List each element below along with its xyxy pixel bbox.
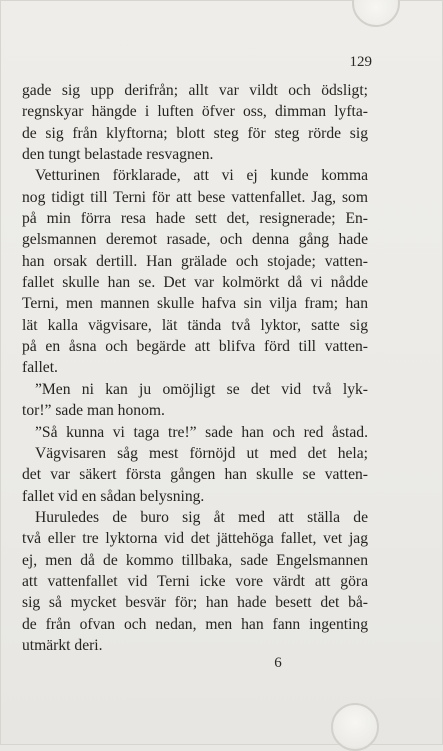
page-number: 129: [349, 54, 372, 70]
text-line: att vattenfallet vid Terni icke vore värdt att göra: [22, 572, 368, 590]
text-line: de sig från klyftorna; blott steg för steg rörde sig: [22, 124, 368, 142]
text-line: gade sig upp derifrån; allt var vildt och ödsligt;: [22, 82, 368, 99]
text-line: ej, men då de kommo tillbaka, sade Engelsmannen: [22, 551, 368, 569]
text-line: regnskyar hängde i luften öfver oss, dimman lyfta-: [22, 103, 368, 121]
text-line: fallet skulle han se. Det var kolmörkt då vi nådde: [22, 274, 368, 292]
page-body-text: [22, 80, 368, 656]
text-line: den tungt belastade resvagnen.: [22, 146, 214, 164]
text-line: Vetturinen förklarade, att vi ej kunde komma: [35, 167, 368, 185]
text-line: på min förra resa hade sett det, resignerade; En-: [22, 210, 368, 228]
text-line: nog tidigt till Terni för att bese vattenfallet. Jag, som: [22, 188, 368, 206]
text-line: tor!” sade man honom.: [22, 402, 165, 420]
text-line: han orsak dertill. Han grälade och stojade; vatten-: [22, 252, 368, 270]
text-line: utmärkt deri.: [22, 636, 103, 654]
text-line: Vägvisaren såg mest förnöjd ut med det hela;: [35, 444, 368, 462]
text-line: gelsmannen deremot rasade, och denna gång hade: [22, 231, 368, 249]
paper-clip-top: [352, 0, 400, 27]
text-line: på en åsna och begärde att blifva förd till vatten-: [22, 338, 368, 356]
text-line: det var säkert första gången han skulle se vatten-: [22, 466, 368, 484]
text-line: Huruledes de buro sig åt med att ställa de: [35, 508, 368, 526]
text-line: Terni, men mannen skulle hafva sin vilja fram; han: [22, 295, 368, 313]
text-line: fallet.: [22, 359, 58, 377]
text-line: två eller tre lyktorna vid det jättehöga fallet, vet jag: [22, 530, 368, 548]
paper-clip-bottom: [331, 703, 379, 751]
text-line: fallet vid en sådan belysning.: [22, 487, 205, 505]
text-line: de från ofvan och nedan, men han fann ingenting: [22, 615, 368, 633]
signature-mark: 6: [274, 655, 282, 671]
text-line: ”Men ni kan ju omöjligt se det vid två lyk-: [35, 380, 368, 398]
text-line: sig så mycket besvär för; han hade besett det bå-: [22, 594, 368, 612]
text-line: ”Så kunna vi taga tre!” sade han och red åstad.: [35, 423, 368, 441]
text-line: lät kalla vägvisare, lät tända två lyktor, satte sig: [22, 316, 368, 334]
